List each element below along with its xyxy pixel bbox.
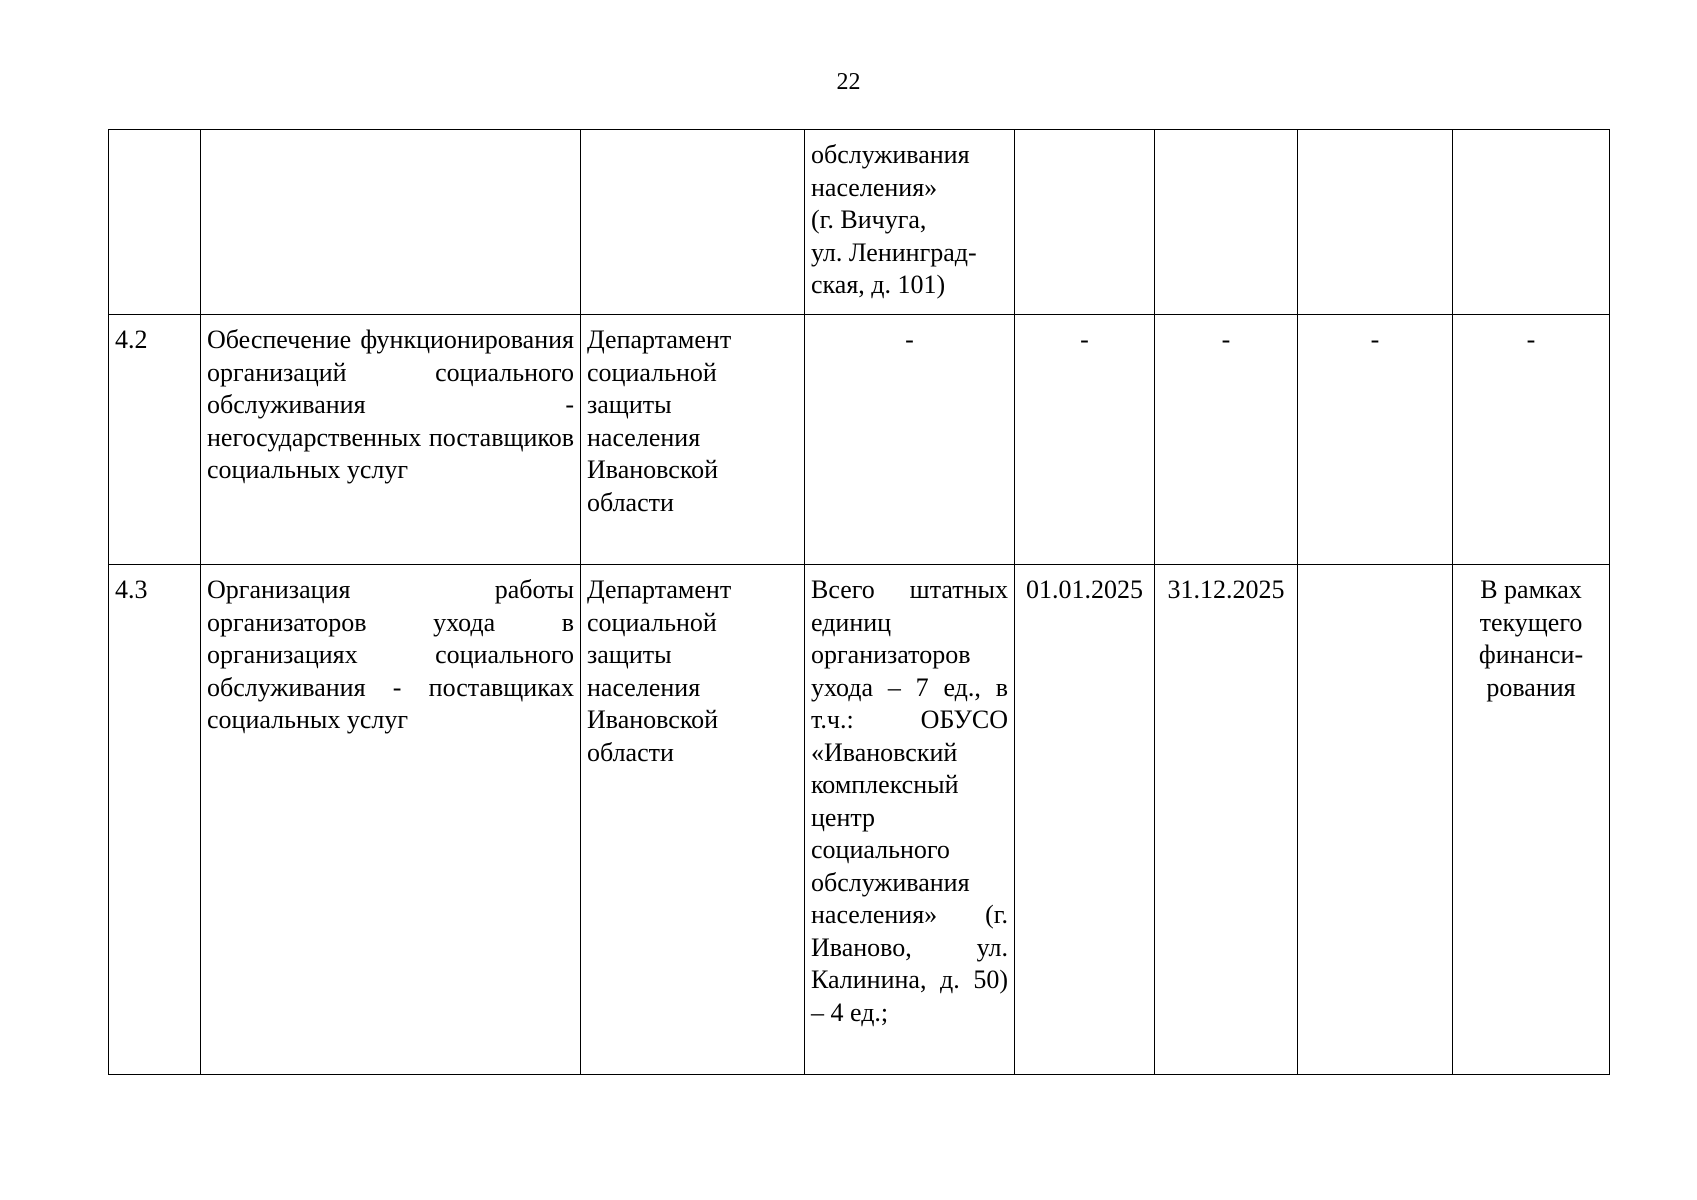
table-row: [109, 315, 1610, 565]
cell-start-date: -: [1015, 315, 1155, 565]
cell-num: 4.2: [109, 315, 201, 565]
cell-col7: -: [1298, 315, 1453, 565]
table-row: [109, 565, 1610, 1075]
cell-financing: В рамках текущего финанси-рования: [1453, 565, 1610, 1075]
cell-name: [201, 130, 581, 315]
plan-table: [108, 129, 1610, 1075]
cell-num: [109, 130, 201, 315]
cell-end-date: 31.12.2025: [1155, 565, 1298, 1075]
cell-responsible: Департамент социальной защиты населения Ивановской области: [581, 315, 805, 565]
cell-col7: [1298, 565, 1453, 1075]
cell-responsible: Департамент социальной защиты населения Ивановской области: [581, 565, 805, 1075]
cell-name: Обеспечение функционирования организаций социального обслуживания - негосударственных поставщиков социальных услуг: [201, 315, 581, 565]
cell-result: Всего штатных единиц организаторов ухода – 7 ед., в т.ч.: ОБУСО «Ивановский комплексный центр социального обслуживания населения» (г. Иваново, ул. Калинина, д. 50) – 4 ед.;: [805, 565, 1015, 1075]
cell-name: Организация работы организаторов ухода в организациях социального обслуживания - поставщиках социальных услуг: [201, 565, 581, 1075]
cell-end-date: [1155, 130, 1298, 315]
cell-end-date: -: [1155, 315, 1298, 565]
cell-result: -: [805, 315, 1015, 565]
table-row: [109, 130, 1610, 315]
cell-start-date: 01.01.2025: [1015, 565, 1155, 1075]
page-number: 22: [836, 69, 861, 95]
cell-num: 4.3: [109, 565, 201, 1075]
cell-responsible: [581, 130, 805, 315]
cell-financing: [1453, 130, 1610, 315]
cell-financing: -: [1453, 315, 1610, 565]
cell-result: обслуживания населения» (г. Вичуга, ул. Ленинград- ская, д. 101): [805, 130, 1015, 315]
cell-start-date: [1015, 130, 1155, 315]
cell-col7: [1298, 130, 1453, 315]
